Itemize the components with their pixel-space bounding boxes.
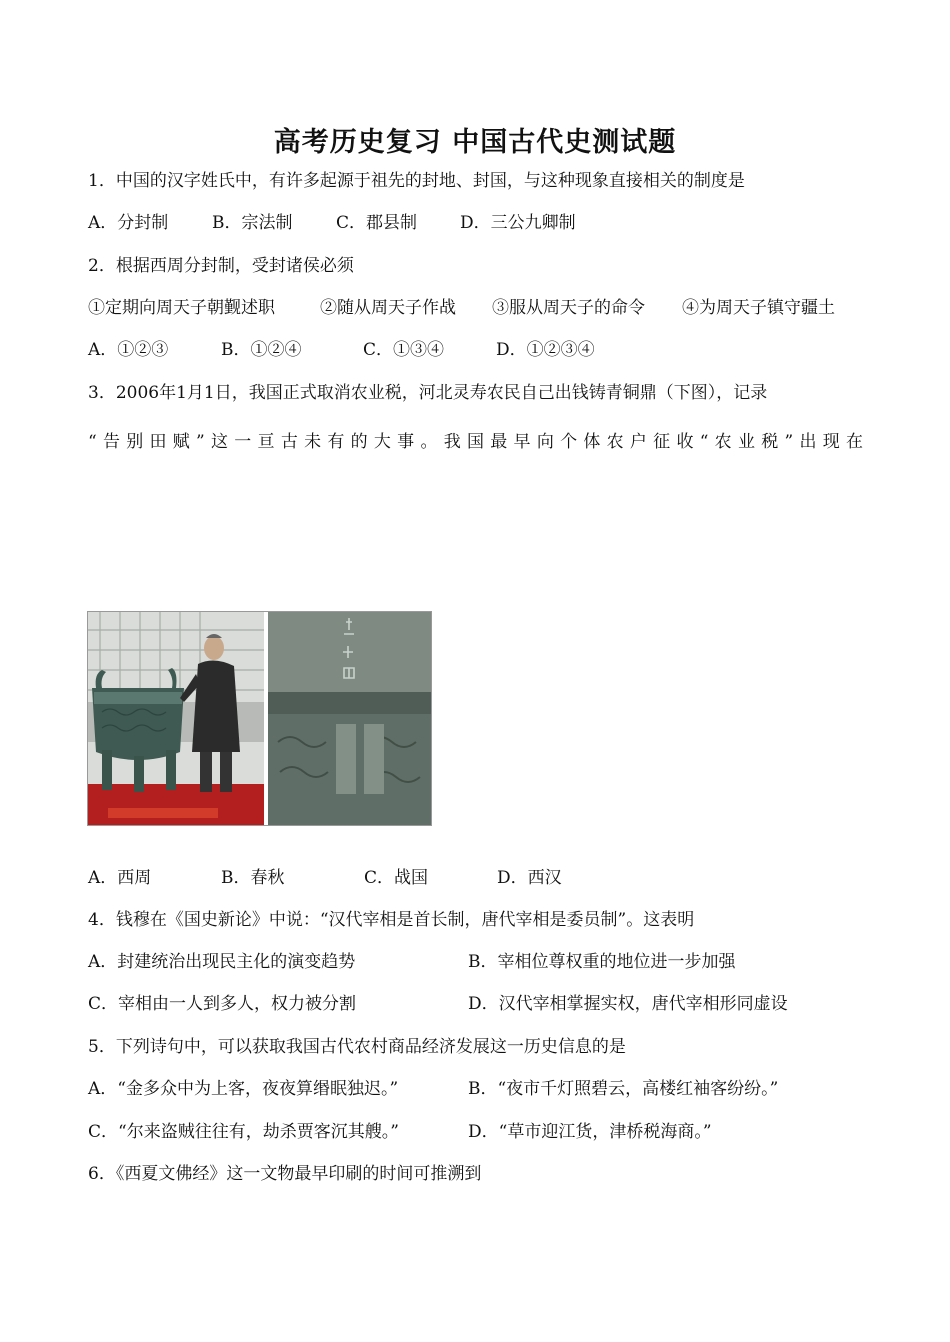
q5-stem: 5．下列诗句中，可以获取我国古代农村商品经济发展这一历史信息的是 bbox=[88, 1037, 626, 1057]
page-title: 高考历史复习 中国古代史测试题 bbox=[273, 127, 677, 158]
q3-option-a: A．西周 bbox=[88, 868, 152, 888]
q2-item-2: ②随从周天子作战 bbox=[320, 298, 456, 318]
q4-option-a: A．封建统治出现民主化的演变趋势 bbox=[88, 952, 356, 972]
ding-photo-left bbox=[88, 612, 264, 825]
q3-option-d: D．西汉 bbox=[497, 868, 562, 888]
q4-stem: 4．钱穆在《国史新论》中说：“汉代宰相是首长制，唐代宰相是委员制”。这表明 bbox=[88, 910, 695, 930]
q3-option-b: B．春秋 bbox=[221, 868, 285, 888]
q5-option-d: D．“草市迎江货，津桥税海商。” bbox=[468, 1122, 712, 1142]
q2-option-b: B．①②④ bbox=[221, 340, 302, 360]
q2-options bbox=[88, 338, 595, 362]
bronze-ding-figure bbox=[87, 611, 432, 826]
q1-option-a: A．分封制 bbox=[88, 213, 169, 233]
q5-option-c: C．“尔来盗贼往往有，劫杀贾客沉其艘。” bbox=[88, 1122, 399, 1142]
q1-options bbox=[88, 211, 576, 235]
q6-stem: 6．《西夏文佛经》这一文物最早印刷的时间可推溯到 bbox=[88, 1164, 482, 1184]
q3-option-c: C．战国 bbox=[364, 868, 429, 888]
q4-option-b: B．宰相位尊权重的地位进一步加强 bbox=[468, 952, 736, 972]
q2-option-c: C．①③④ bbox=[363, 340, 445, 360]
q1-option-c: C．郡县制 bbox=[336, 213, 418, 233]
q2-item-1: ①定期向周天子朝觐述职 bbox=[88, 298, 275, 318]
q5-options-row1 bbox=[88, 1077, 778, 1101]
q5-options-row2 bbox=[88, 1120, 712, 1144]
q2-option-a: A．①②③ bbox=[88, 340, 169, 360]
q2-option-d: D．①②③④ bbox=[496, 340, 595, 360]
q1-option-b: B．宗法制 bbox=[212, 213, 293, 233]
q3-stem-line2: “告别田赋”这一亘古未有的大事。我国最早向个体农户征收“农业税”出现在 bbox=[88, 432, 863, 452]
q5-option-b: B．“夜市千灯照碧云，高楼红袖客纷纷。” bbox=[468, 1079, 779, 1099]
q3-stem-line1: 3．2006年1月1日，我国正式取消农业税，河北灵寿农民自己出钱铸青铜鼎（下图），记录 bbox=[88, 383, 768, 403]
q2-item-4: ④为周天子镇守疆土 bbox=[682, 298, 835, 318]
q5-option-a: A．“金多众中为上客，夜夜算缗眠独迟。” bbox=[88, 1079, 399, 1099]
q4-option-c: C．宰相由一人到多人，权力被分割 bbox=[88, 994, 357, 1014]
q1-option-d: D．三公九卿制 bbox=[460, 213, 576, 233]
q1-stem: 1．中国的汉字姓氏中，有许多起源于祖先的封地、封国，与这种现象直接相关的制度是 bbox=[88, 171, 745, 191]
q2-item-3: ③服从周天子的命令 bbox=[492, 298, 645, 318]
q2-items bbox=[88, 296, 835, 320]
q3-options bbox=[88, 866, 562, 890]
q2-stem: 2．根据西周分封制，受封诸侯必须 bbox=[88, 256, 354, 276]
ding-inscription-photo bbox=[268, 612, 431, 825]
q4-option-d: D．汉代宰相掌握实权，唐代宰相形同虚设 bbox=[468, 994, 788, 1014]
q4-options-row2 bbox=[88, 992, 788, 1016]
q4-options-row1 bbox=[88, 950, 736, 974]
